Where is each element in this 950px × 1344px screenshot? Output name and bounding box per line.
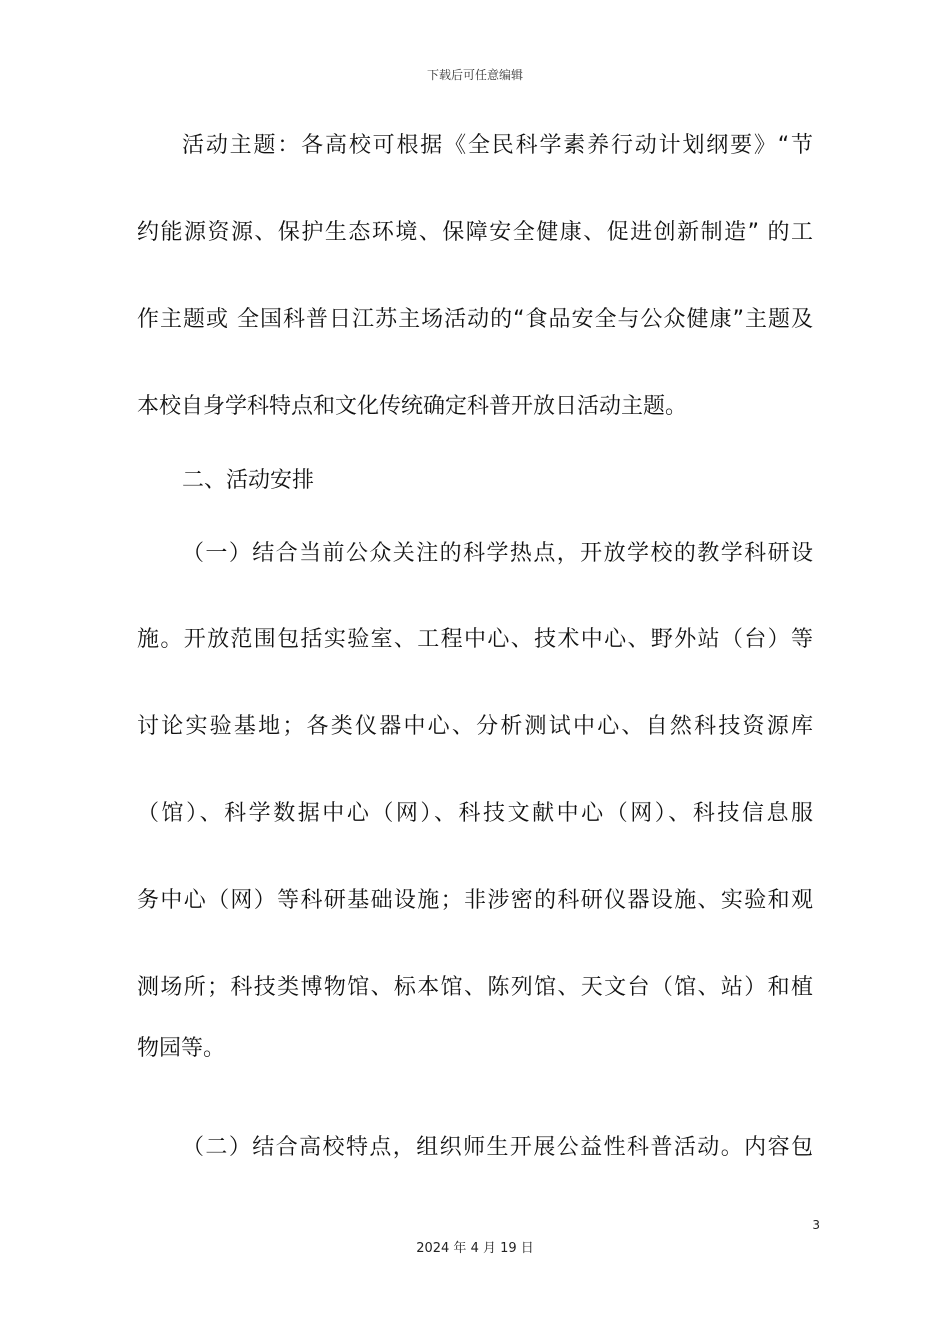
paragraph-line-9: 务中心（网）等科研基础设施；非涉密的科研仪器设施、实验和观 (137, 888, 813, 913)
paragraph-line-6: 施。开放范围包括实验室、工程中心、技术中心、野外站（台）等 (137, 627, 813, 652)
paragraph-line-12: （二）结合高校特点，组织师生开展公益性科普活动。内容包 (182, 1135, 813, 1160)
page-number: 3 (812, 1218, 820, 1232)
paragraph-line-4: 本校自身学科特点和文化传统确定科普开放日活动主题。 (137, 394, 688, 419)
paragraph-line-2: 约能源资源、保护生态环境、保障安全健康、促进创新制造” 的工 (137, 220, 813, 245)
paragraph-line-3: 作主题或 全国科普日江苏主场活动的“食品安全与公众健康”主题及 (137, 307, 813, 332)
paragraph-line-8: （馆）、科学数据中心（网）、科技文献中心（网）、科技信息服 (137, 801, 813, 826)
paragraph-line-7: 讨论实验基地；各类仪器中心、分析测试中心、自然科技资源库 (137, 714, 813, 739)
paragraph-line-1: 活动主题：各高校可根据《全民科学素养行动计划纲要》“节 (182, 133, 813, 158)
page-header: 下载后可任意编辑 (426, 68, 523, 82)
paragraph-line-10: 测场所；科技类博物馆、标本馆、陈列馆、天文台（馆、站）和植 (137, 975, 813, 1000)
paragraph-line-11: 物园等。 (137, 1036, 226, 1061)
paragraph-line-5: （一）结合当前公众关注的科学热点，开放学校的教学科研设 (182, 541, 813, 566)
footer-date: 2024 年 4 月 19 日 (416, 1241, 534, 1256)
section-heading: 二、活动安排 (182, 468, 315, 493)
